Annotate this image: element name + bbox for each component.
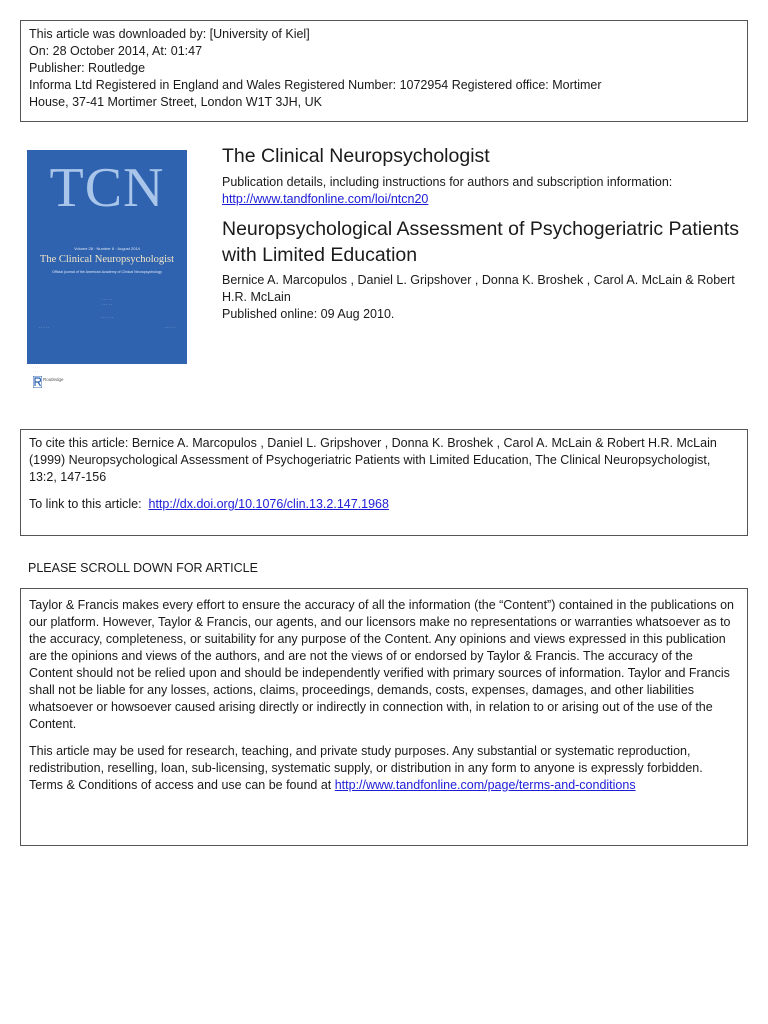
citation-box [20, 429, 748, 536]
journal-link[interactable]: http://www.tandfonline.com/loi/ntcn20 [222, 192, 429, 206]
article-link-label: To link to this article: [29, 497, 142, 511]
disclaimer-box [20, 588, 748, 846]
citation-text: To cite this article: Bernice A. Marcopulos , Daniel L. Gripshover , Donna K. Broshek , Carol A. McLain & Robert H.R. McLain (1999) Neuropsychological Assessment of Psychogeriatric Patients with Limited Education, The Clinical Neuropsychologist, 13:2, 147-156 [29, 436, 717, 484]
download-source-line: This article was downloaded by: [University of Kiel] [29, 27, 310, 41]
terms-link[interactable]: http://www.tandfonline.com/page/terms-and-conditions [334, 778, 636, 792]
cover-editor-block: · · · · · · · · · · [102, 298, 112, 307]
cover-caption: · · · · · · · [33, 366, 41, 374]
routledge-logo [33, 376, 73, 388]
usage-paragraph [29, 743, 734, 794]
download-date-line: On: 28 October 2014, At: 01:47 [29, 44, 203, 58]
routledge-logo-text: Routledge [43, 377, 64, 382]
cover-editor-heading: · · · · · · [100, 316, 114, 320]
article-title: Neuropsychological Assessment of Psychogeriatric Patients with Limited Education [222, 218, 739, 266]
article-link-line [29, 496, 739, 513]
publication-details: Publication details, including instructions for authors and subscription information: [222, 175, 673, 189]
disclaimer-paragraph: Taylor & Francis makes every effort to ensure the accuracy of all the information (the “Content”) contained in the publications on our platform. However, Taylor & Francis, our agents, and our licensors make no representations or warranties whatsoever as to the accuracy, completeness, or suitability for any purpose of the Content. Any opinions and views expressed in this publication are the opinions and views of the authors, and are not the views of or endorsed by Taylor & Francis. The accuracy of the Content should not be relied upon and should be independently verified with primary sources of information. Taylor and Francis shall not be liable for any losses, actions, claims, proceedings, demands, costs, expenses, damages, and other liabilities whatsoever or howsoever caused arising directly or indirectly in connection with, in relation to or arising out of the use of the Content. [29, 598, 734, 731]
cover-volume-line: Volume 28 · Number 6 · August 2014 [74, 246, 140, 251]
journal-cover-image [27, 150, 187, 364]
journal-title: The Clinical Neuropsychologist [222, 145, 490, 167]
scroll-notice: PLEASE SCROLL DOWN FOR ARTICLE [28, 561, 258, 575]
registration-line: Informa Ltd Registered in England and Wales Registered Number: 1072954 Registered office: Mortimer [29, 78, 602, 92]
publisher-line: Publisher: Routledge [29, 61, 146, 75]
cover-editor-columns: · · · · · · · · · · [39, 326, 175, 330]
article-doi-link[interactable]: http://dx.doi.org/10.1076/clin.13.2.147.1968 [148, 497, 389, 511]
download-info-box [20, 20, 748, 122]
cover-acronym: TCN [49, 157, 165, 219]
usage-text: This article may be used for research, teaching, and private study purposes. Any substantial or systematic reproduction, redistribution, reselling, loan, sub-licensing, systematic supply, or distribution in any form to anyone is expressly forbidden. Terms & Conditions of access and use can be found at [29, 744, 703, 792]
published-date: Published online: 09 Aug 2010. [222, 307, 395, 321]
address-line: House, 37-41 Mortimer Street, London W1T 3JH, UK [29, 95, 322, 109]
cover-journal-name: The Clinical Neuropsychologist [39, 254, 175, 265]
routledge-logo-icon [33, 376, 42, 388]
cover-subtitle: Official journal of the American Academy of Clinical Neuropsychology [52, 270, 162, 274]
article-authors: Bernice A. Marcopulos , Daniel L. Gripshover , Donna K. Broshek , Carol A. McLain & Robert H.R. McLain [222, 273, 735, 304]
